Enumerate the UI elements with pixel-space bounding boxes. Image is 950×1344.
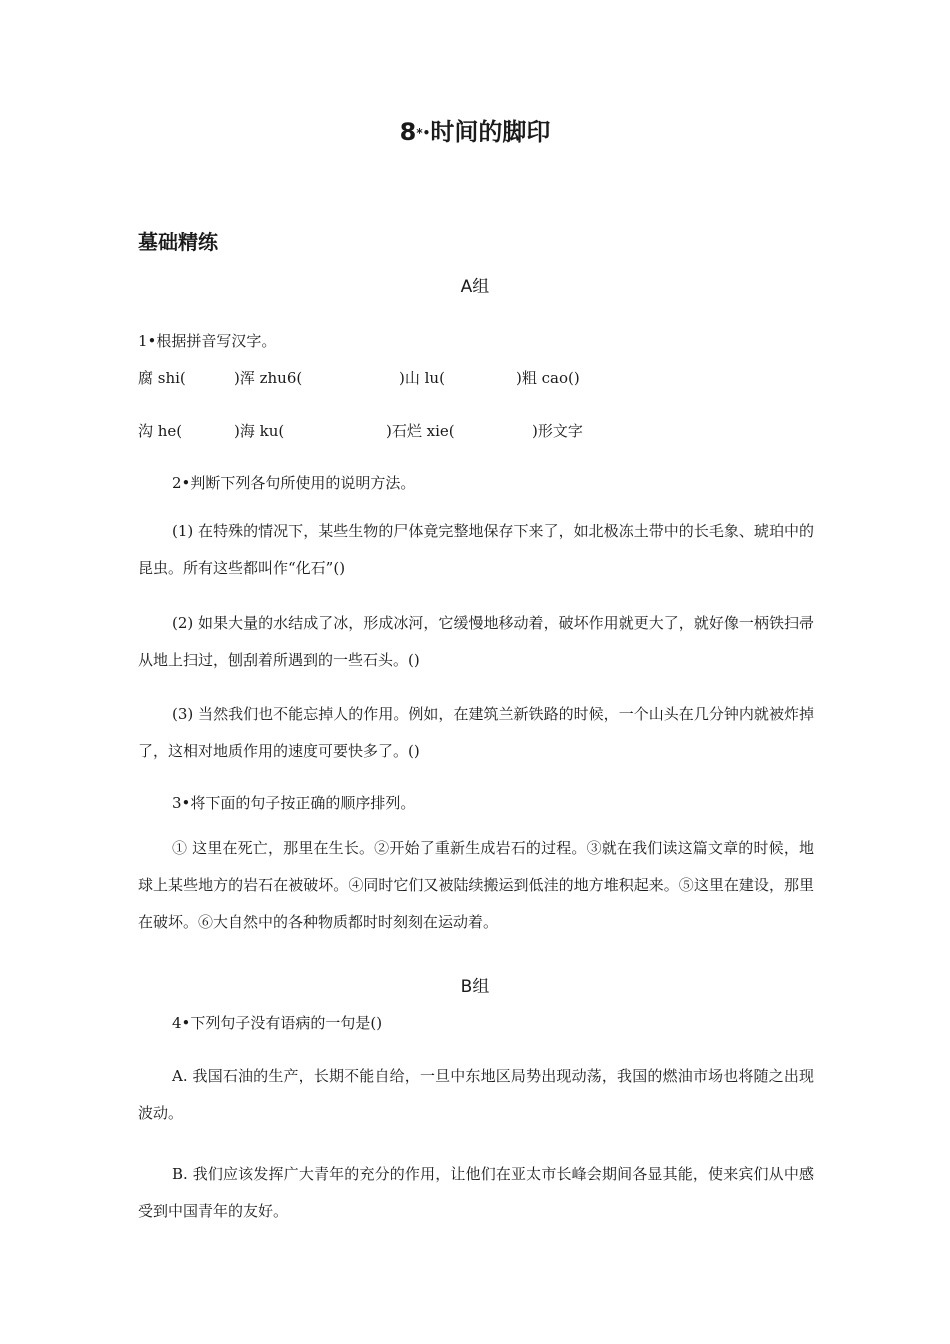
q4-option-a: A. 我国石油的生产，长期不能自给，一旦中东地区局势出现动荡，我国的燃油市场也将随之出现波动。 <box>138 1067 814 1122</box>
q1-row2-item: )形文字 <box>532 422 583 440</box>
q3-stem: 3•将下面的句子按正确的顺序排列。 <box>172 794 416 812</box>
q1-row1-item: 腐 shi( <box>138 369 186 387</box>
group-b-heading: B组 <box>460 977 490 997</box>
q1-row2-item: )海 ku( <box>234 422 285 440</box>
title-text: 时间的脚印 <box>430 118 551 146</box>
section-heading: 墓础精练 <box>138 230 218 254</box>
q2-item: (2) 如果大量的水结成了冰，形成冰河，它缓慢地移动着，破坏作用就更大了，就好像一柄铁扫帚从地上扫过，刨刮着所遇到的一些石头。() <box>138 614 814 669</box>
q2-item: (1) 在特殊的情况下，某些生物的尸体竟完整地保存下来了，如北极冻土带中的长毛象、琥珀中的昆虫。所有这些都叫作“化石”() <box>138 522 814 577</box>
q4-stem: 4•下列句子没有语病的一句是() <box>172 1014 383 1032</box>
q2-item: (3) 当然我们也不能忘掉人的作用。例如，在建筑兰新铁路的时候，一个山头在几分钟内就被炸掉了，这相对地质作用的速度可要快多了。() <box>138 705 814 760</box>
q1-row2-item: )石烂 xie( <box>386 422 455 440</box>
q3-body: ① 这里在死亡，那里在生长。②开始了重新生成岩石的过程。③就在我们读这篇文章的时候，地球上某些地方的岩石在被破坏。④同时它们又被陆续搬运到低洼的地方堆积起来。⑤这里在建设，那里在破坏。⑥大自然中的各种物质都时时刻刻在运动着。 <box>138 839 814 931</box>
q1-row1-item: )粗 cao() <box>516 369 580 387</box>
q1-row1-item: )山 lu( <box>399 369 445 387</box>
q1-stem: 1•根据拼音写汉字。 <box>138 332 277 350</box>
q2-stem: 2•判断下列各句所使用的说明方法。 <box>172 474 416 492</box>
group-a-heading: A组 <box>460 277 490 297</box>
title-number: 8 <box>399 118 417 146</box>
q1-row2-item: 沟 he( <box>138 422 183 440</box>
title-mark: *• <box>416 126 431 140</box>
q4-option-b: B. 我们应该发挥广大青年的充分的作用，让他们在亚太市长峰会期间各显其能，使来宾们从中感受到中国青年的友好。 <box>138 1165 814 1220</box>
page-title <box>0 112 950 147</box>
q1-row1-item: )浑 zhu6( <box>234 369 303 387</box>
